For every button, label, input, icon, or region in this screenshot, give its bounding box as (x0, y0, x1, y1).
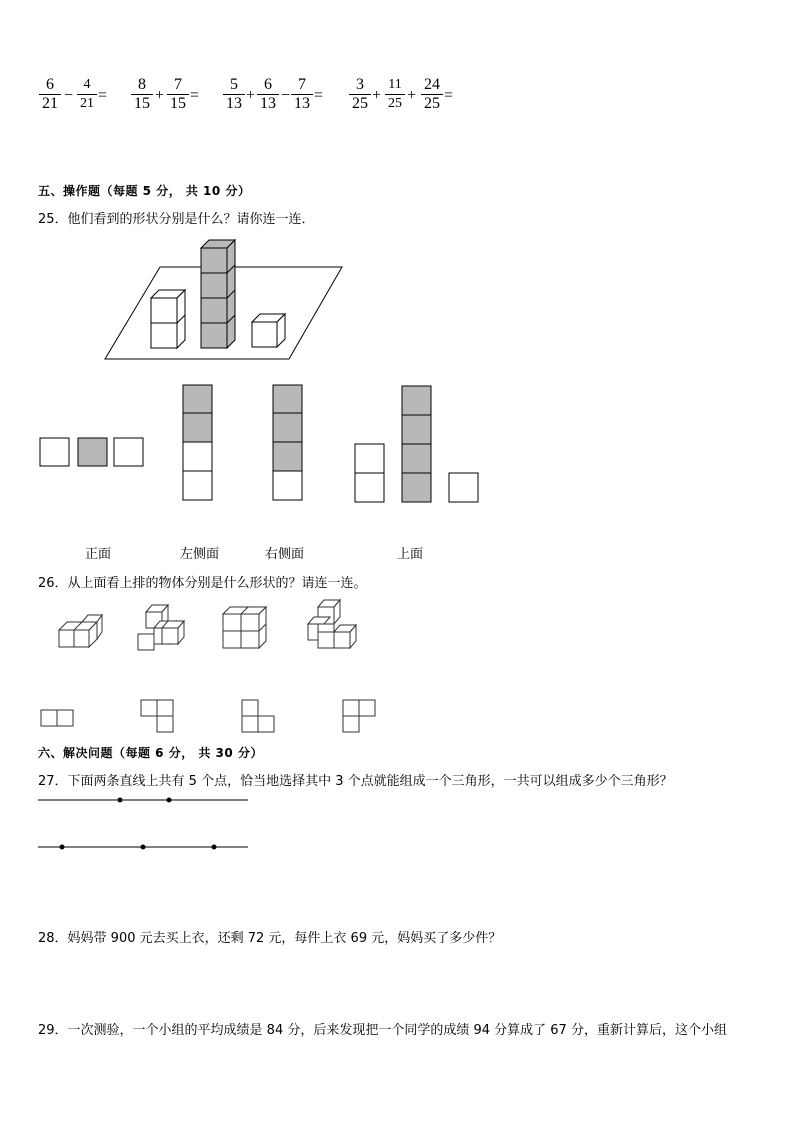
denominator: 15 (170, 95, 186, 112)
shape-26-a (59, 615, 102, 647)
point (60, 845, 65, 850)
equals-sign: = (190, 87, 200, 104)
view-option-right (273, 385, 302, 500)
shape-26-b (138, 605, 184, 650)
point (141, 845, 146, 850)
operator: − (281, 87, 291, 104)
shape-26-c (223, 607, 266, 648)
question-28-text: 28．妈妈带 900 元去买上衣，还剩 72 元，每件上衣 69 元，妈妈买了多少件？ (38, 931, 502, 946)
operator: + (246, 87, 256, 104)
denominator: 13 (226, 95, 242, 112)
operator: + (372, 87, 382, 104)
question-29-text: 29．一次测验，一个小组的平均成绩是 84 分，后来发现把一个同学的成绩 94 分算成了 67 分，重新计算后，这个小组 (38, 1023, 727, 1038)
equals-sign: = (444, 87, 454, 104)
top-view-options (41, 700, 375, 732)
four-cube-stack (201, 240, 235, 348)
numerator: 6 (46, 76, 54, 93)
label-top: 上面 (397, 547, 424, 562)
numerator: 7 (298, 76, 306, 93)
view-option-top (355, 386, 478, 502)
question-27-text: 27．下面两条直线上共有 5 个点，恰当地选择其中 3 个点就能组成一个三角形，一共可以组成多少个三角形？ (38, 774, 673, 789)
numerator: 5 (230, 76, 238, 93)
numerator: 24 (424, 76, 440, 93)
view-option-front (40, 438, 143, 466)
view-option-left (183, 385, 212, 500)
point (118, 798, 123, 803)
equals-sign: = (314, 87, 324, 104)
numerator: 8 (138, 76, 146, 93)
operator: + (155, 87, 165, 104)
section-6-title: 六、解决问题（每题 6 分， 共 30 分） (38, 746, 263, 760)
section-5-title: 五、操作题（每题 5 分， 共 10 分） (38, 184, 251, 198)
numerator: 4 (83, 77, 91, 92)
denominator: 13 (260, 95, 276, 112)
numerator: 3 (356, 76, 364, 93)
question-25-text: 25．他们看到的形状分别是什么？请你连一连． (38, 212, 315, 227)
denominator: 13 (294, 95, 310, 112)
numerator: 11 (388, 77, 402, 92)
single-cube (252, 314, 285, 347)
equals-sign: = (98, 87, 108, 104)
two-cube-stack (151, 290, 185, 348)
label-left-side: 左侧面 (180, 547, 220, 562)
numerator: 7 (174, 76, 182, 93)
label-right-side: 右侧面 (265, 547, 305, 562)
question-26-text: 26．从上面看上排的物体分别是什么形状的？请连一连。 (38, 576, 367, 591)
points (60, 798, 217, 850)
two-lines-diagram (38, 800, 248, 847)
operator: + (407, 87, 417, 104)
denominator: 21 (42, 95, 58, 112)
denominator: 15 (134, 95, 150, 112)
operator: − (64, 87, 74, 104)
denominator: 21 (80, 96, 94, 111)
label-front: 正面 (85, 547, 112, 562)
point (212, 845, 217, 850)
denominator: 25 (424, 95, 440, 112)
point (167, 798, 172, 803)
denominator: 25 (352, 95, 368, 112)
shape-26-d (308, 600, 356, 648)
numerator: 6 (264, 76, 272, 93)
denominator: 25 (388, 96, 402, 111)
